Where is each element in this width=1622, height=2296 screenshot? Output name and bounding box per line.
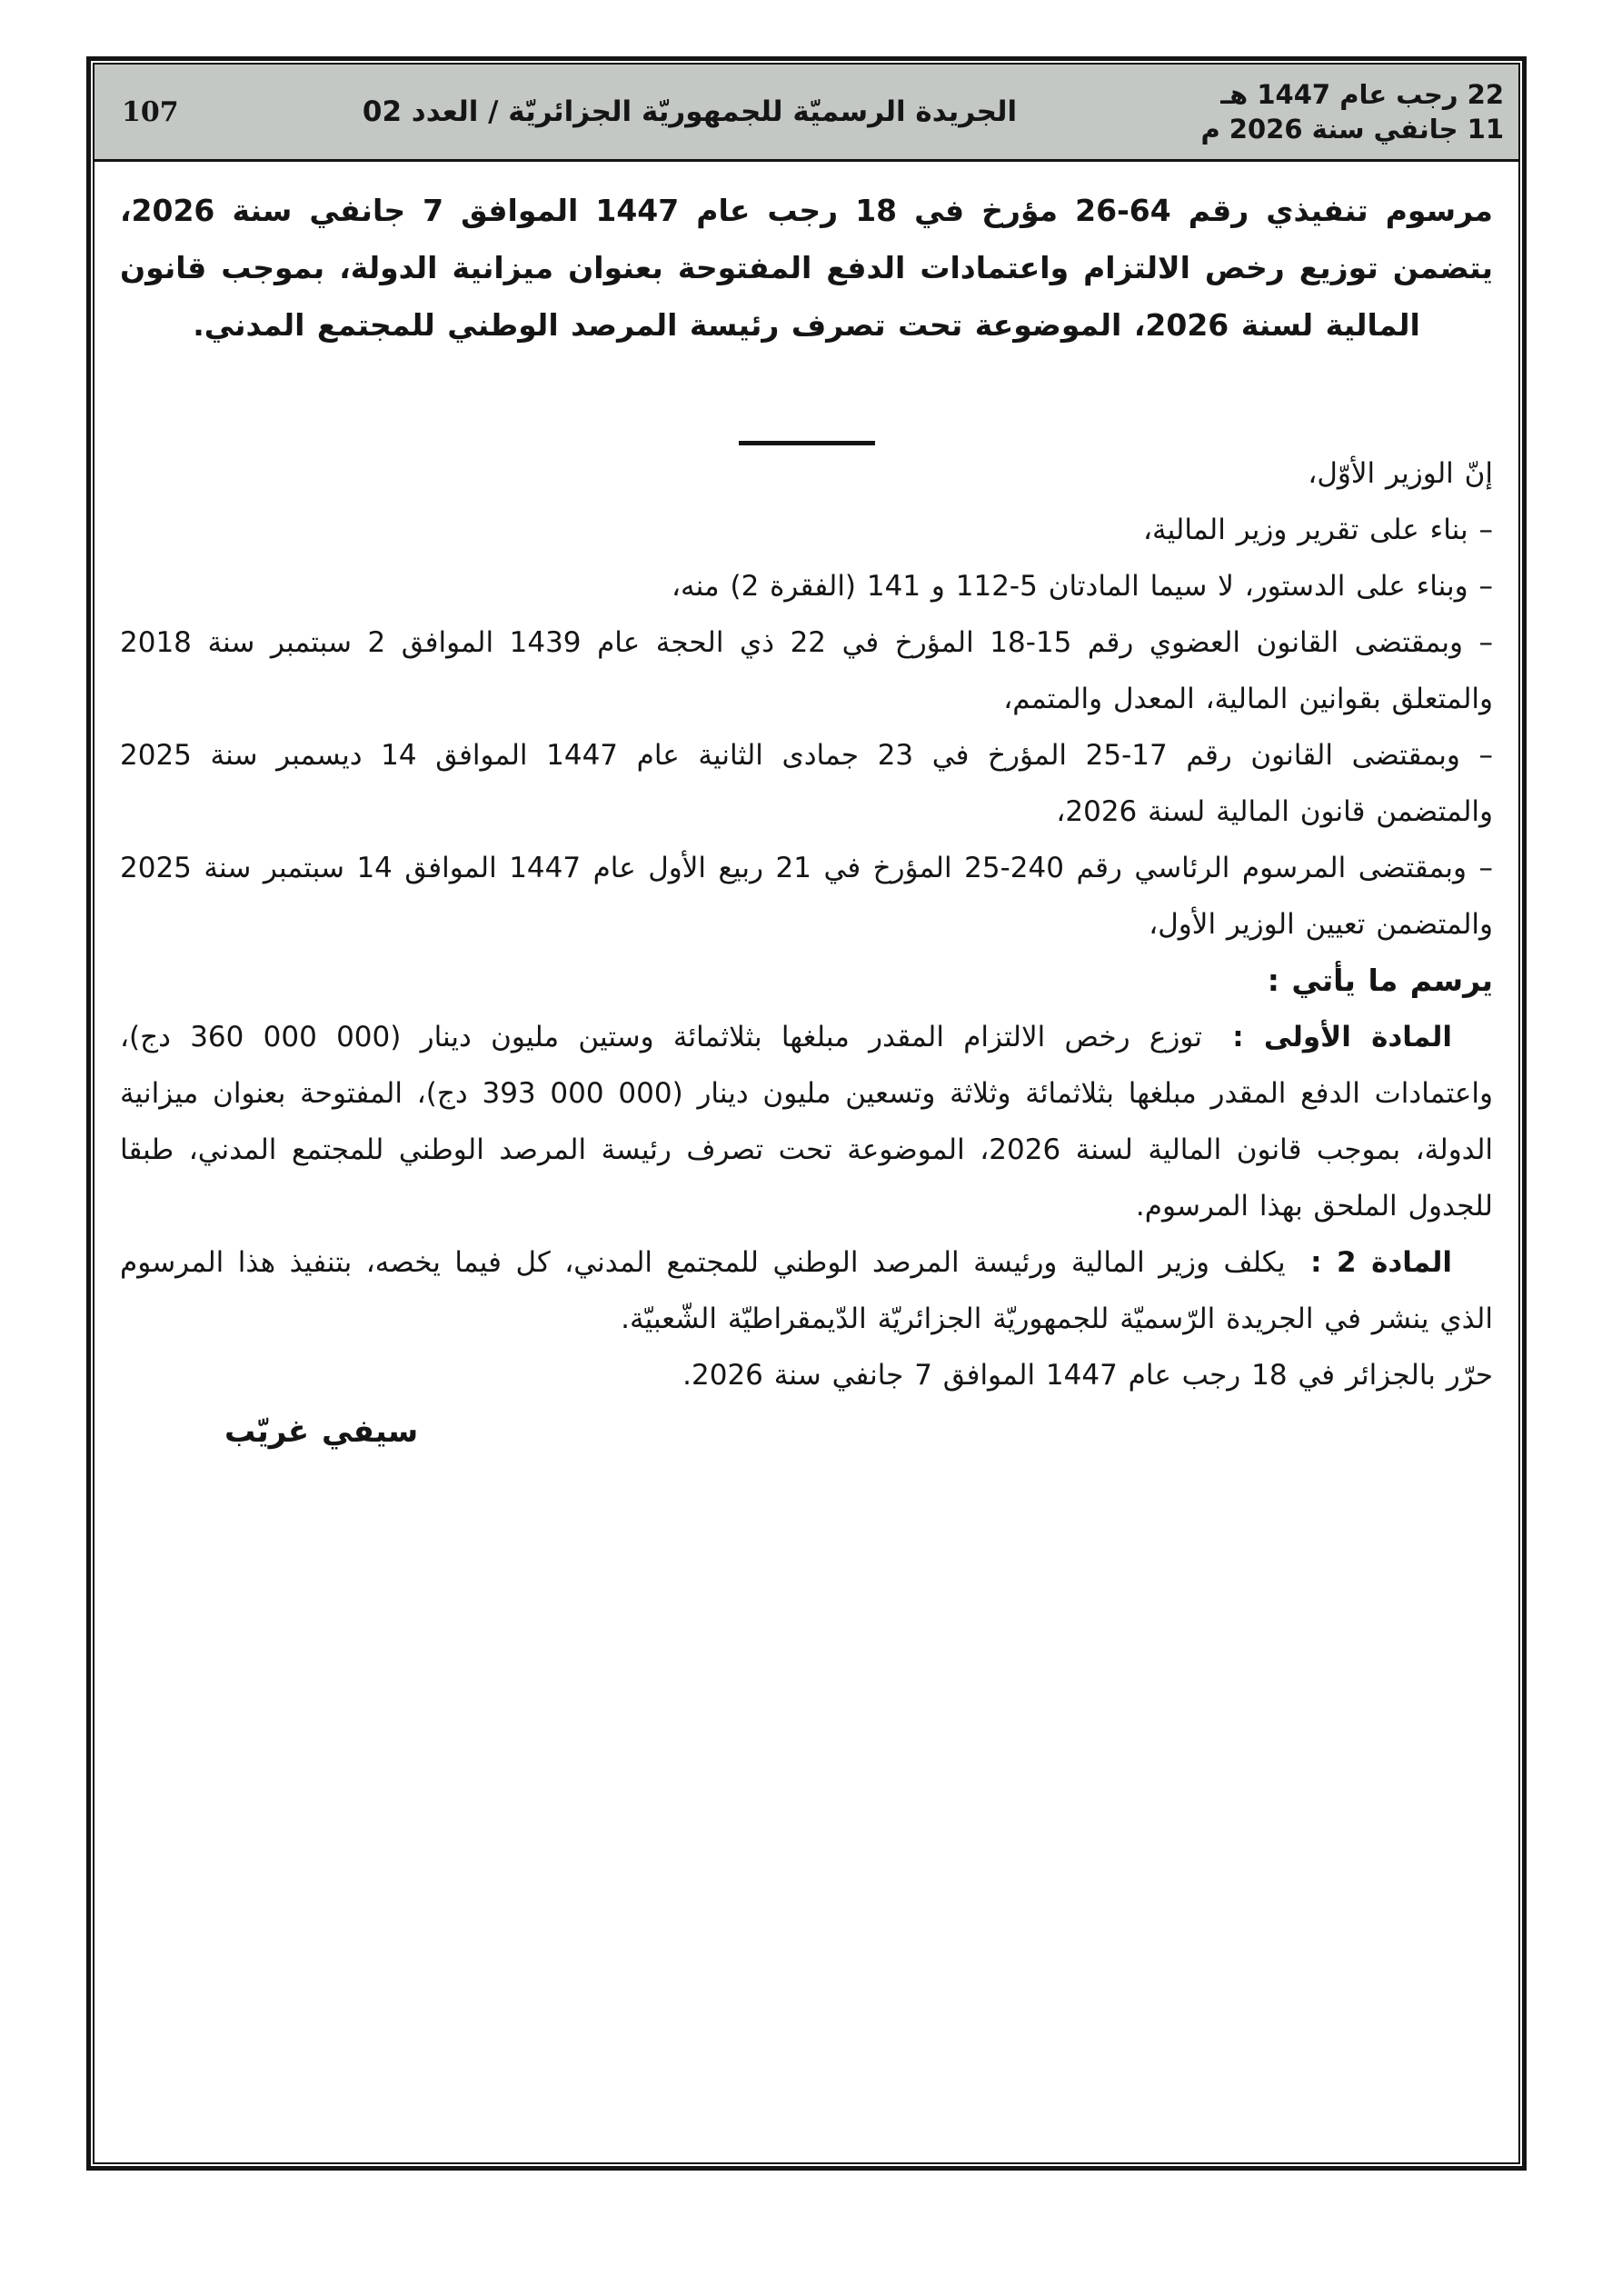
preamble-clause: – وبمقتضى القانون رقم 17-25 المؤرخ في 23 جمادى الثانية عام 1447 الموافق 14 ديسمبر سنة 2025 والمتضمن قانون المالية لسنة 2026، [120,739,1493,828]
page-number: 107 [122,95,179,128]
preamble-clause: – وبمقتضى المرسوم الرئاسي رقم 240-25 المؤرخ في 21 ربيع الأول عام 1447 الموافق 14 سبتمبر سنة 2025 والمتضمن تعيين الوزير الأول، [120,852,1493,941]
journal-date-gregorian: 11 جانفي سنة 2026 م [1200,114,1504,145]
preamble-clause: – وبناء على الدستور، لا سيما المادتان 5-112 و 141 (الفقرة 2) منه، [672,570,1493,603]
preamble-clause: – وبمقتضى القانون العضوي رقم 15-18 المؤرخ في 22 ذي الحجة عام 1439 الموافق 2 سبتمبر سنة 2018 والمتعلق بقوانين المالية، المعدل والمتمم، [120,626,1493,715]
journal-dates [1200,77,1504,146]
preamble-intro: إنّ الوزير الأوّل، [1308,457,1493,490]
issued-at-line: حرّر بالجزائر في 18 رجب عام 1447 الموافق 7 جانفي سنة 2026. [682,1359,1493,1392]
decree-body [95,162,1518,2162]
page-border-frame [86,56,1527,2171]
article-2 [120,1234,1493,1347]
journal-title: الجريدة الرسميّة للجمهوريّة الجزائريّة / العدد 02 [362,95,1018,128]
decree-title: مرسوم تنفيذي رقم 64-26 مؤرخ في 18 رجب عام 1447 الموافق 7 جانفي سنة 2026، يتضمن توزيع رخص الالتزام واعتمادات الدفع المفتوحة بعنوان ميزانية الدولة، بموجب قانون المالية لسنة 2026، الموضوعة تحت تصرف رئيسة المرصد الوطني للمجتمع المدني. [120,193,1493,343]
article-2-text: يكلف وزير المالية ورئيسة المرصد الوطني للمجتمع المدني، كل فيما يخصه، بتنفيذ هذا المرسوم الذي ينشر في الجريدة الرّسميّة للجمهوريّة الجزائريّة الدّيمقراطيّة الشّعبيّة. [120,1246,1493,1335]
journal-header-band [95,65,1518,162]
journal-date-hijri: 22 رجب عام 1447 هـ [1220,79,1504,110]
article-2-label: المادة 2 : [1310,1246,1452,1279]
article-1-label: المادة الأولى : [1232,1021,1452,1053]
enacting-formula: يرسم ما يأتي : [1267,963,1493,998]
article-1-text: توزع رخص الالتزام المقدر مبلغها بثلاثمائة وستين مليون دينار (360 000 000 دج)، واعتمادات الدفع المقدر مبلغها بثلاثمائة وثلاثة وتسعين مليون دينار (393 000 000 دج)، المفتوحة بعنوان ميزانية الدولة، بموجب قانون المالية لسنة 2026، الموضوعة تحت تصرف رئيسة المرصد الوطني للمجتمع المدني، طبقا للجدول الملحق بهذا المرسوم. [120,1021,1494,1223]
preamble-clause: – بناء على تقرير وزير المالية، [1142,514,1493,546]
page-border-inner-frame [93,63,1520,2164]
article-1 [120,1009,1493,1234]
signature-block [120,1403,1493,1461]
signature-name: سيفي غريّب [224,1413,419,1450]
